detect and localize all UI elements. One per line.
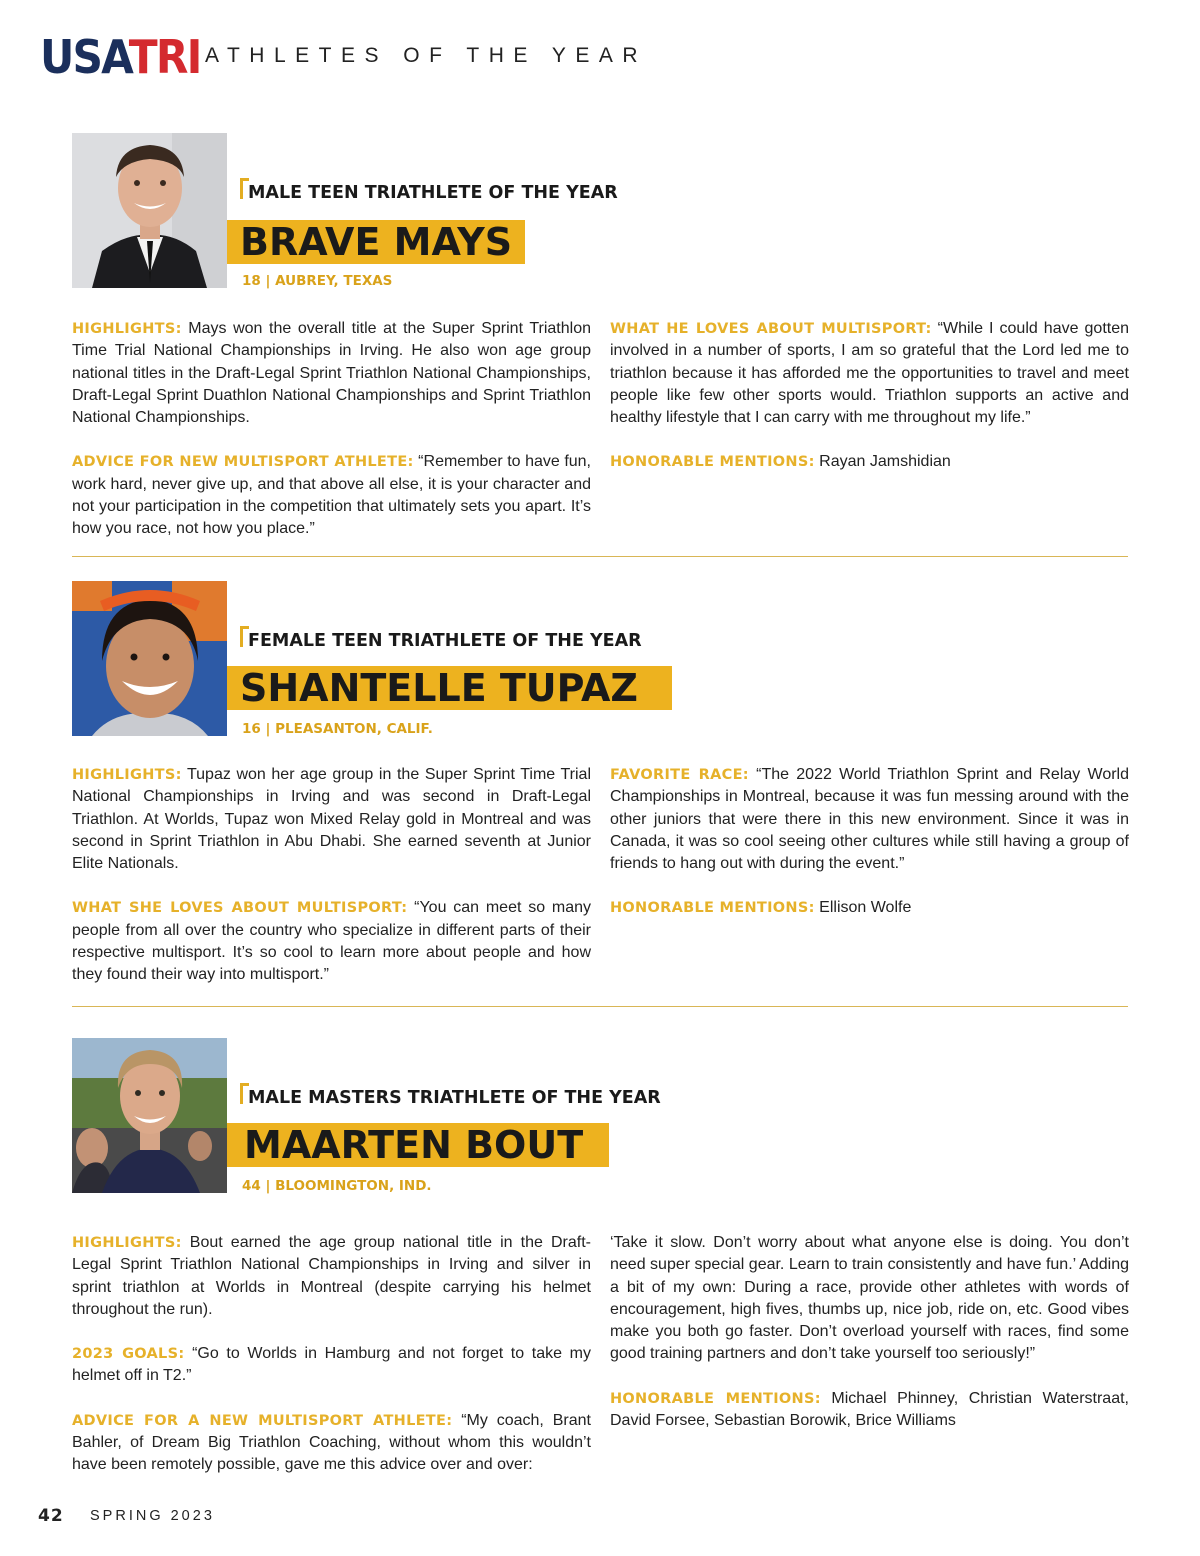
honorable-mentions-paragraph: [610, 1388, 1129, 1433]
advice-paragraph: [72, 451, 591, 540]
loves-label: WHAT HE LOVES ABOUT MULTISPORT:: [610, 321, 932, 337]
honorable-mentions-text: Michael Phinney, Christian Waterstraat, David Forsee, Sebastian Borowik, Brice Williams: [610, 1389, 1129, 1430]
issue-label: SPRING 2023: [90, 1508, 215, 1524]
section-divider: [72, 556, 1128, 557]
loves-paragraph: [72, 897, 591, 986]
favorite-race-paragraph: [610, 764, 1129, 875]
honorable-mentions-label: HONORABLE MENTIONS:: [610, 900, 815, 917]
highlights-text: Bout earned the age group national title in the Draft-Legal Sprint Triathlon National Championships in Irving and silver in sprint triathlon at Worlds in Montreal (despite carrying his helmet throughout the run).: [72, 1234, 591, 1318]
honorable-mentions-paragraph: [610, 451, 1129, 473]
honorable-mentions-label: HONORABLE MENTIONS:: [610, 1390, 821, 1407]
highlights-label: HIGHLIGHTS:: [72, 767, 182, 783]
advice-text: “Remember to have fun, work hard, never give up, and that above all else, it is your character and not your participation in the competition that ultimately sets you apart. It’s how you race, not how you place.”: [72, 453, 591, 538]
page-title: ATHLETES OF THE YEAR: [205, 44, 648, 67]
athlete-section-maarten-bout: [72, 1038, 1128, 1488]
advice-continued-text: ‘Take it slow. Don’t worry about what anyone else is doing. You don’t need super special gear. Learn to train consistently and have fun.’ Adding a bit of my own: During a race, provide other athletes with words of encouragement, high fives, thumbs up, nice job, ride on, etc. Good vibes make you both go faster. Don’t overload yourself with races, find some good training partners and don’t take yourself too seriously!”: [610, 1234, 1129, 1363]
athlete-name: BRAVE MAYS: [240, 220, 513, 264]
goals-paragraph: [72, 1343, 591, 1388]
highlights-text: Mays won the overall title at the Super Sprint Triathlon Time Trial National Championships in Irving. He also won age group national titles in the Draft-Legal Sprint Triathlon National Championships, Draft-Legal Sprint Duathlon National Championships and Sprint Triathlon National Championships.: [72, 320, 591, 427]
highlights-text: Tupaz won her age group in the Super Sprint Time Trial National Championships in Irving and was second in Draft-Legal Triathlon. At Worlds, Tupaz won Mixed Relay gold in Montreal and was second in Sprint Triathlon in Abu Dhabi. She earned seventh at Junior Elite Nationals.: [72, 766, 591, 873]
advice-label: ADVICE FOR A NEW MULTISPORT ATHLETE:: [72, 1412, 453, 1429]
athlete-section-shantelle-tupaz: [72, 581, 1128, 991]
advice-label: ADVICE FOR NEW MULTISPORT ATHLETE:: [72, 454, 414, 471]
athlete-photo-shantelle-tupaz: [72, 581, 227, 736]
goals-text: “Go to Worlds in Hamburg and not forget to take my helmet off in T2.”: [72, 1345, 592, 1385]
athlete-name: SHANTELLE TUPAZ: [240, 666, 638, 710]
award-title: MALE TEEN TRIATHLETE OF THE YEAR: [248, 183, 618, 203]
award-title: FEMALE TEEN TRIATHLETE OF THE YEAR: [248, 631, 642, 651]
athlete-photo-maarten-bout: [72, 1038, 227, 1193]
loves-text: “You can meet so many people from all over the country who specialize in different parts of their respective multisport. It’s so cool to learn more about people and how they found their way into multisport.”: [72, 899, 591, 984]
loves-label: WHAT SHE LOVES ABOUT MULTISPORT:: [72, 900, 408, 917]
athlete-age-location: 16 | PLEASANTON, CALIF.: [242, 721, 433, 737]
page-number: 42: [38, 1506, 64, 1526]
usatri-logo: [40, 30, 200, 84]
left-column: [72, 1232, 591, 1499]
right-column: [610, 318, 1129, 496]
athlete-age-location: 44 | BLOOMINGTON, IND.: [242, 1178, 432, 1194]
favorite-race-label: FAVORITE RACE:: [610, 767, 749, 783]
highlights-paragraph: [72, 764, 591, 875]
loves-text: “While I could have gotten involved in a number of sports, I am so grateful that the Lord led me to triathlon because it has afforded me the opportunities to travel and meet people like few other sports would. Triathlon supports an active and healthy lifestyle that I can carry with me throughout my life.”: [610, 320, 1130, 427]
left-column: [72, 764, 591, 1009]
athlete-age-location: 18 | AUBREY, TEXAS: [242, 273, 393, 289]
athlete-photo-brave-mays: [72, 133, 227, 288]
right-column: [610, 764, 1129, 942]
left-column: [72, 318, 591, 563]
advice-text: “My coach, Brant Bahler, of Dream Big Triathlon Coaching, without whom this wouldn’t have been remotely possible, gave me this advice over and over:: [72, 1411, 592, 1474]
loves-paragraph: [610, 318, 1129, 429]
highlights-label: HIGHLIGHTS:: [72, 321, 182, 337]
honorable-mentions-text: Rayan Jamshidian: [814, 453, 951, 471]
honorable-mentions-label: HONORABLE MENTIONS:: [610, 454, 815, 471]
logo-tri-text: TRI: [128, 30, 201, 84]
advice-paragraph: [72, 1410, 591, 1477]
logo-usa-text: USA: [40, 30, 129, 84]
honorable-mentions-paragraph: [610, 897, 1129, 919]
highlights-paragraph: [72, 1232, 591, 1321]
honorable-mentions-text: Ellison Wolfe: [814, 899, 912, 917]
favorite-race-text: “The 2022 World Triathlon Sprint and Relay World Championships in Montreal, because it was fun messing around with the other juniors that were there in this new environment. Since it was in Canada, it was so cool seeing other cultures while still having a group of friends to hang out with during the event.”: [610, 766, 1130, 873]
athlete-name: MAARTEN BOUT: [244, 1123, 584, 1167]
highlights-paragraph: [72, 318, 591, 429]
advice-continued-paragraph: [610, 1232, 1129, 1366]
section-divider: [72, 1006, 1128, 1007]
highlights-label: HIGHLIGHTS:: [72, 1235, 182, 1251]
right-column: [610, 1232, 1129, 1454]
award-title: MALE MASTERS TRIATHLETE OF THE YEAR: [248, 1088, 661, 1108]
athlete-section-brave-mays: [72, 133, 1128, 553]
goals-label: 2023 GOALS:: [72, 1346, 185, 1363]
